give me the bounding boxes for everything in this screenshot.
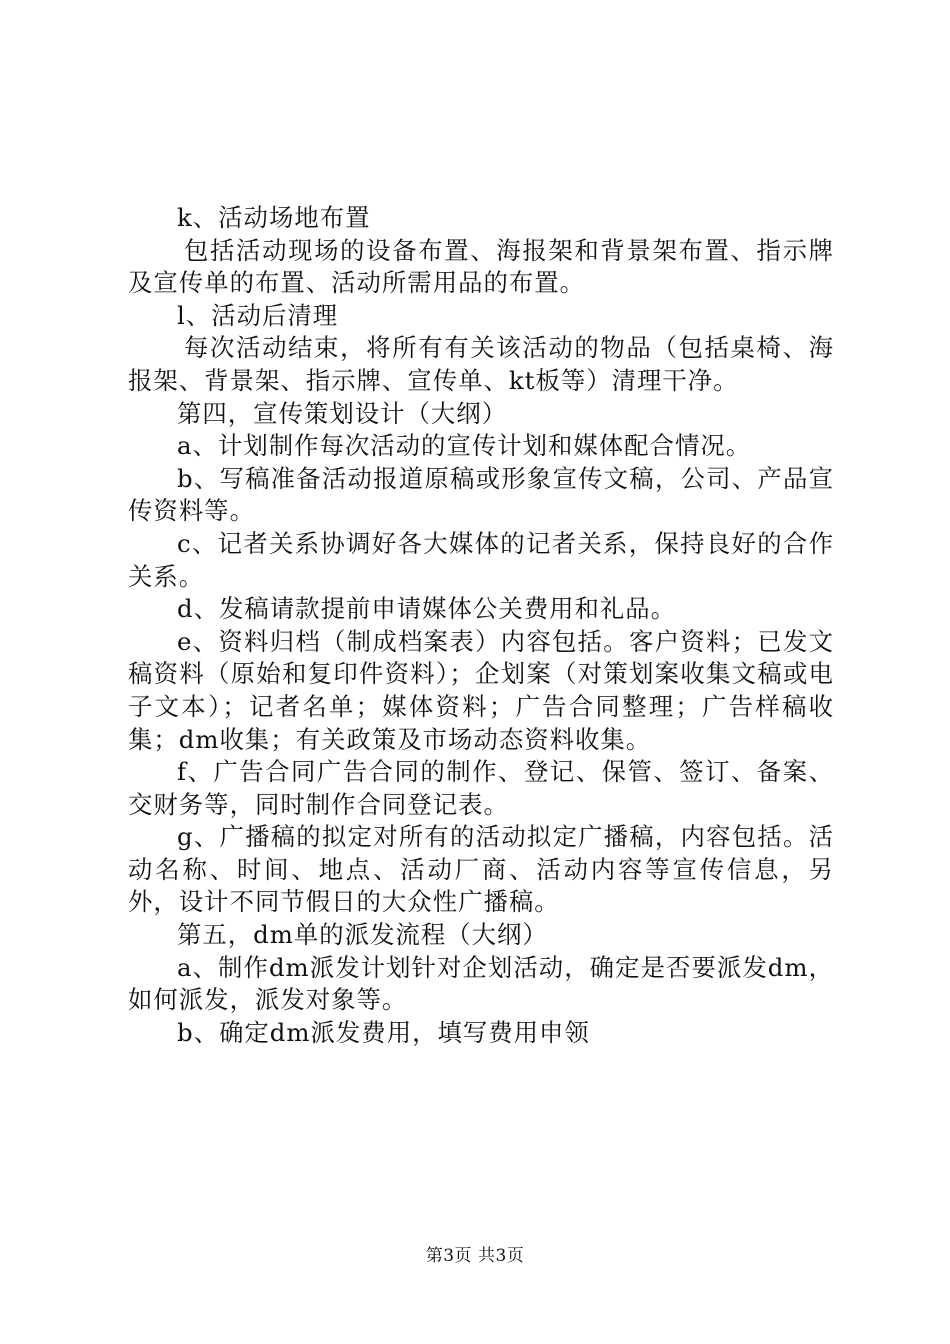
section-heading-publicity: 第四，宣传策划设计（大纲） xyxy=(177,398,508,428)
paragraph-item-c: c、记者关系协调好各大媒体的记者关系，保持良好的合作关系。 xyxy=(128,528,834,591)
paragraph-dm-item-b: b、确定dm派发费用，填写费用申领 xyxy=(177,1017,590,1047)
document-body xyxy=(128,202,834,1049)
page-number-label: 第3页 共3页 xyxy=(425,1246,525,1266)
page-footer xyxy=(0,1245,950,1267)
paragraph-item-f: f、广告合同广告合同的制作、登记、保管、签订、备案、交财务等，同时制作合同登记表。 xyxy=(128,757,834,819)
paragraph-item-e: e、资料归档（制成档案表）内容包括。客户资料；已发文稿资料（原始和复印件资料）；企划案（对策划案收集文稿或电子文本）；记者名单；媒体资料；广告合同整理；广告样稿收集；dm收集；有关政策及市场动态资料收集。 xyxy=(128,626,834,754)
paragraph-item-g: g、广播稿的拟定对所有的活动拟定广播稿，内容包括。活动名称、时间、地点、活动厂商、活动内容等宣传信息，另外，设计不同节假日的大众性广播稿。 xyxy=(128,822,834,917)
paragraph-item-b: b、写稿准备活动报道原稿或形象宣传文稿，公司、产品宣传资料等。 xyxy=(128,463,834,526)
section-heading-dm: 第五，dm单的派发流程（大纲） xyxy=(177,920,548,950)
paragraph-item-d: d、发稿请款提前申请媒体公关费用和礼品。 xyxy=(177,594,677,624)
paragraph-cleanup-heading: l、活动后清理 xyxy=(177,300,339,330)
paragraph-item-a: a、计划制作每次活动的宣传计划和媒体配合情况。 xyxy=(177,431,752,461)
paragraph-dm-item-a: a、制作dm派发计划针对企划活动，确定是否要派发dm，如何派发，派发对象等。 xyxy=(128,952,834,1015)
paragraph-cleanup-details: 每次活动结束，将所有有关该活动的物品（包括桌椅、海报架、背景架、指示牌、宣传单、kt板等）清理干净。 xyxy=(128,333,834,395)
paragraph-venue-details: 包括活动现场的设备布置、海报架和背景架布置、指示牌及宣传单的布置、活动所需用品的布置。 xyxy=(128,235,834,298)
paragraph-venue-heading: k、活动场地布置 xyxy=(177,203,371,232)
